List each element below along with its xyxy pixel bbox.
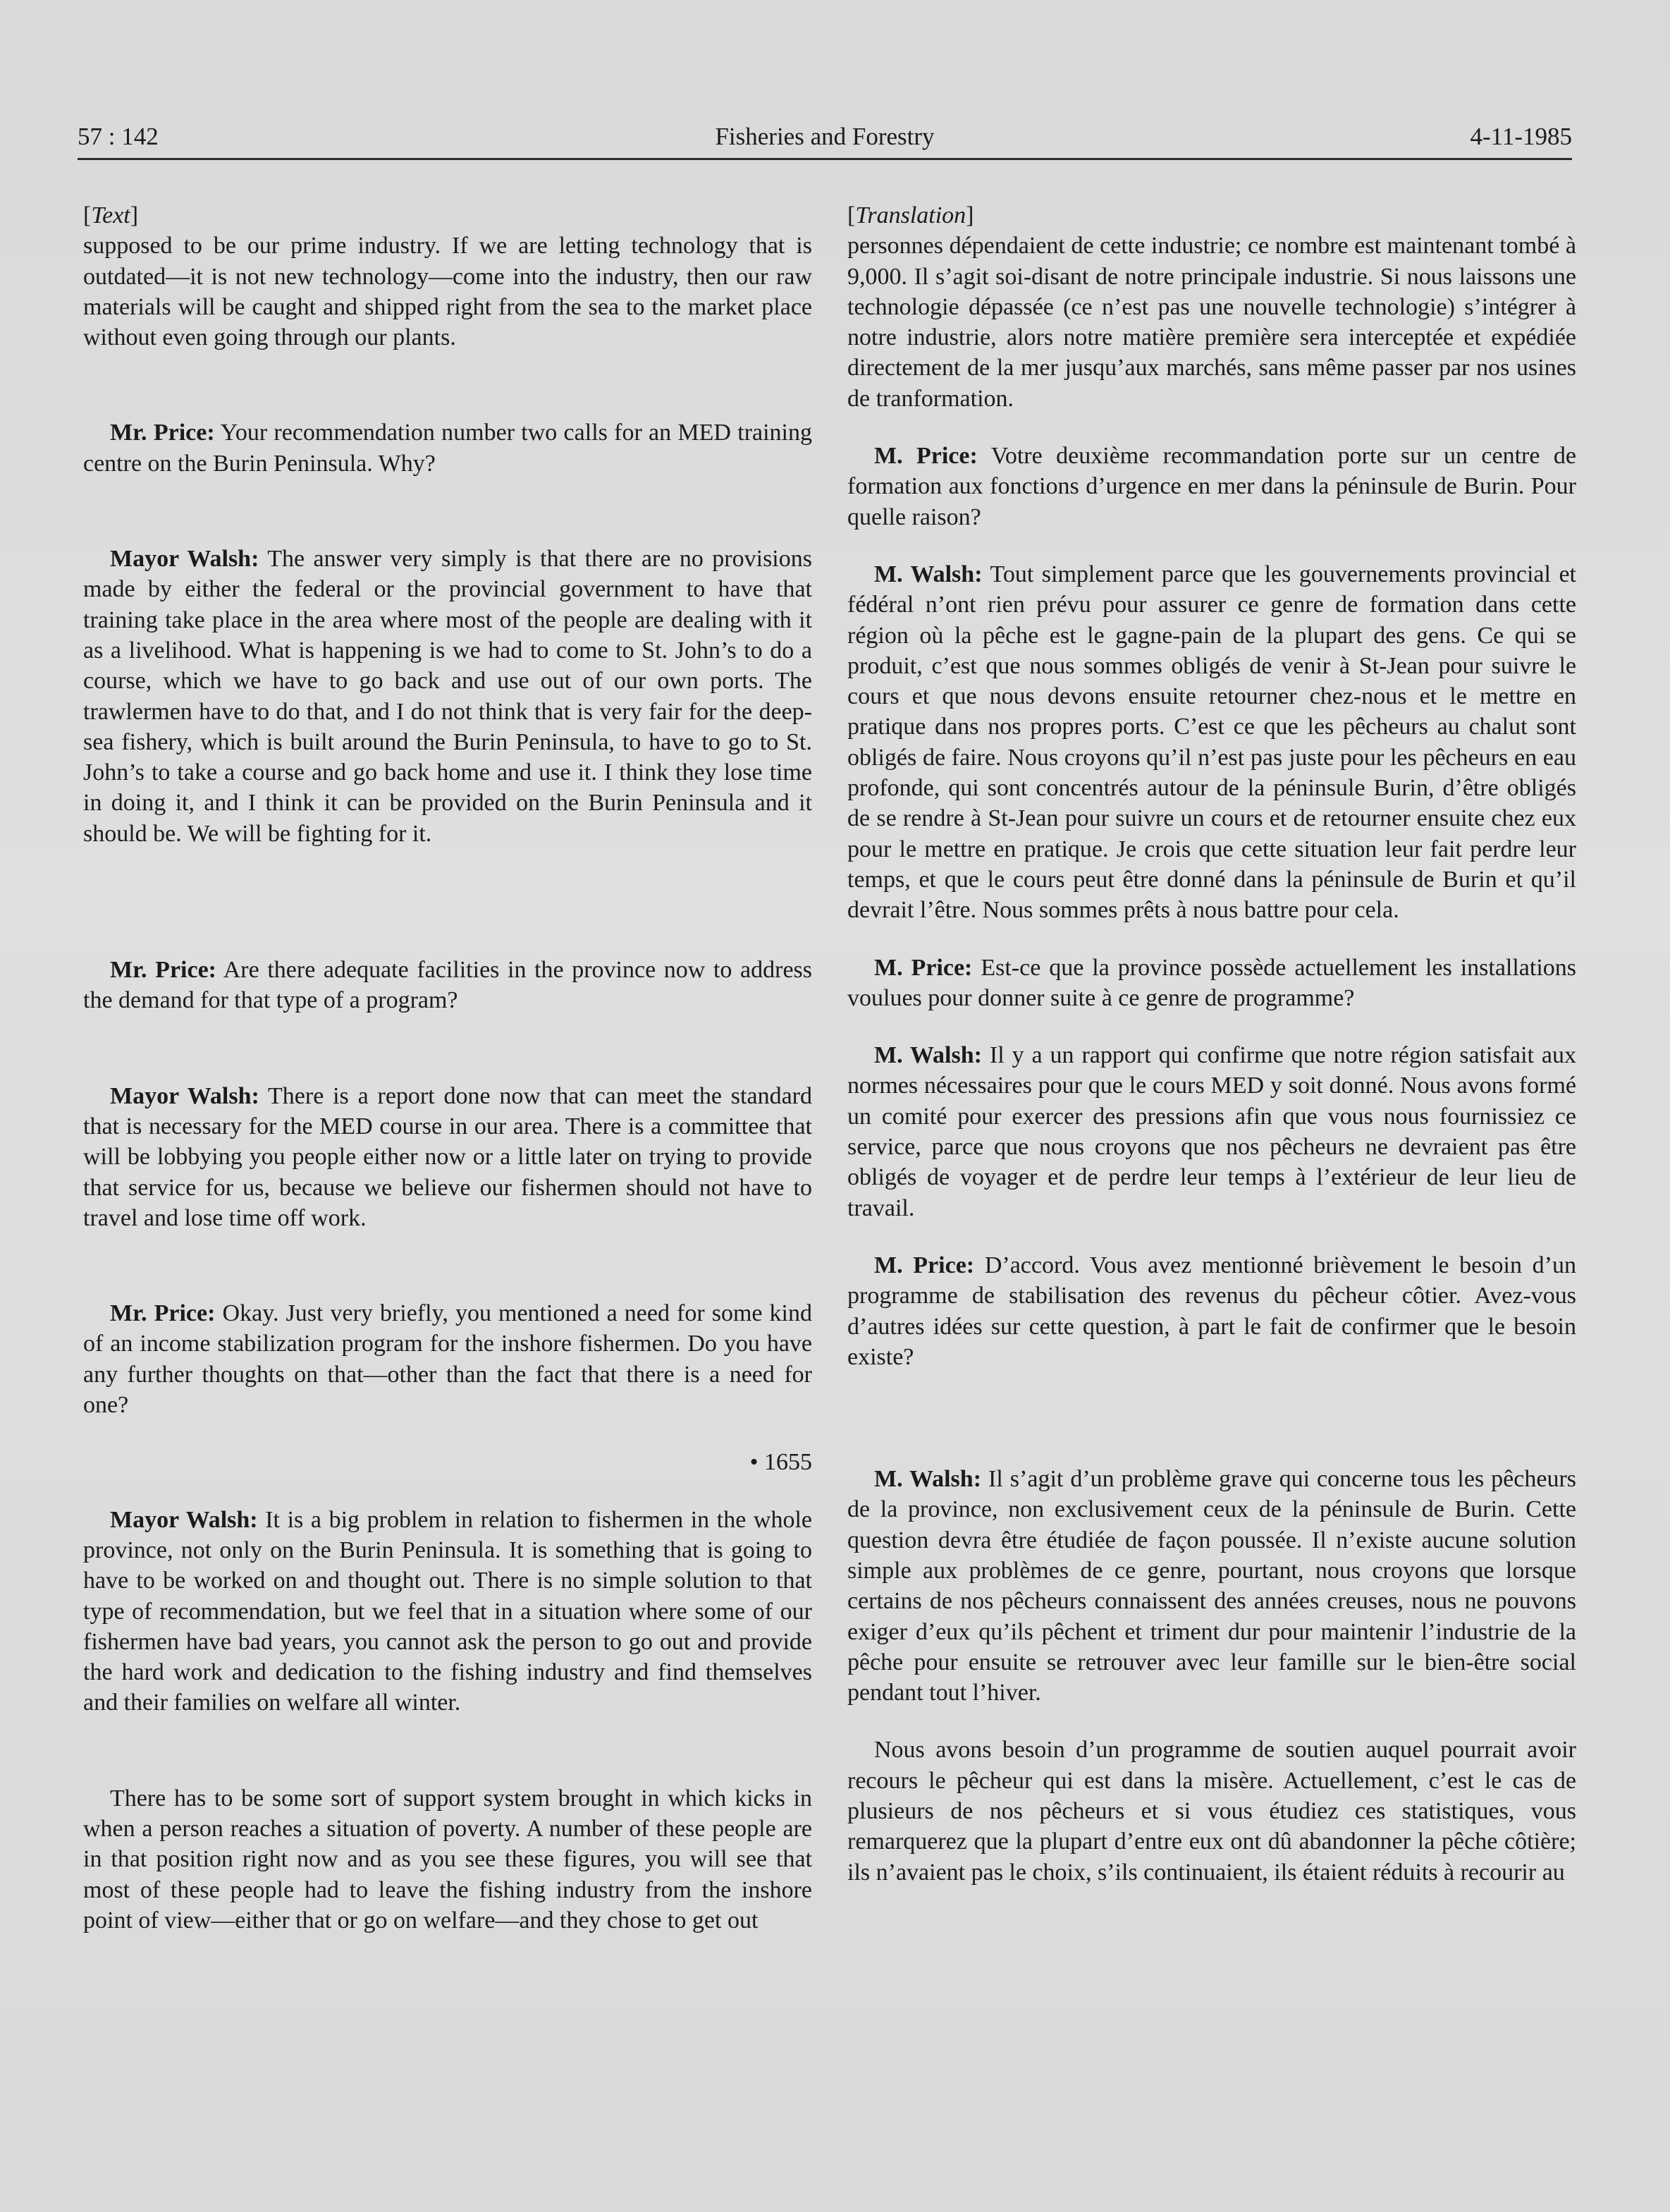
speech-paragraph: [847, 1040, 1576, 1223]
speech-text: Votre deuxième recommandation porte sur un centre de formation aux fonctions d’urgence en mer dans la péninsule de Burin. Pour quelle raison?: [847, 443, 1576, 530]
speech-text: Your recommendation number two calls for an MED training centre on the Burin Peninsula. Why?: [83, 420, 812, 477]
speaker-name: Mayor Walsh:: [110, 1506, 258, 1533]
speaker-name: Mr. Price:: [110, 420, 215, 446]
speech-paragraph: [847, 1250, 1576, 1372]
page-number: 57 : 142: [78, 123, 159, 150]
speech-text: There is a report done now that can meet the standard that is necessary for the MED course in our area. There is a committee that will be lobbying you people either now or a little later on trying to provide that service for us, because we believe our fishermen should not have to travel and lose time off work.: [83, 1082, 812, 1231]
time-stamp: • 1655: [749, 1449, 812, 1476]
speech-paragraph: [83, 417, 812, 479]
speech-text: Okay. Just very briefly, you mentioned a need for some kind of an income stabilization program for the inshore fishermen. Do you have any further thoughts on that—other than the fact that there is a need for one?: [83, 1300, 812, 1419]
speech-paragraph: [847, 441, 1576, 532]
running-header: [78, 120, 1572, 159]
speech-text: It is a big problem in relation to fishermen in the whole province, not only on the Burin Peninsula. It is something that is going to have to be worked on and thought out. There is no simple solution to that type of recommendation, but we feel that in a situation where some of our fishermen have bad years, you cannot ask the person to go out and provide the hard work and dedication to the fishing industry and find themselves and their families on welfare all winter.: [83, 1506, 812, 1716]
column-marker-translation: [Translation]: [847, 202, 974, 228]
speech-text: Tout simplement parce que les gouvernements provincial et fédéral n’ont rien prévu pour assurer ce genre de formation dans cette région où la pêche est le gagne-pain de la plupart des gens. Ce qui se produit, c’est que nous sommes obligés de venir à St-Jean pour suivre le cours et que nous devons ensuite retourner chez-nous et le mettre en pratique dans nos propres ports. C’est ce que les pêcheurs au chalut sont obligés de faire. Nous croyons qu’il n’est pas juste pour les pêcheurs en eau profonde, qui sont concentrés autour de la péninsule Burin, d’être obligés de se rendre à St-Jean pour suivre un cours et de retourner ensuite chez eux pour le mettre en pratique. Je crois que cette situation leur fait perdre leur temps, et que le cours peut être donné dans la péninsule de Burin et qu’il devrait l’être. Nous sommes prêts à nous battre pour cela.: [847, 561, 1576, 924]
speech-paragraph: [847, 1464, 1576, 1708]
speech-paragraph: [83, 544, 812, 849]
speech-text: The answer very simply is that there are no provisions made by either the federal or the provincial government to have that training take place in the area where most of the people are dealing with it as a livelihood. What is happening is we had to come to St. John’s to do a course, which we have to go back and use out of our own ports. The trawlermen have to do that, and I do not think that is very fair for the deep-sea fishery, which is built around the Burin Peninsula, to have to go to St. John’s to take a course and go back home and use it. I think they lose time in doing it, and I think it can be provided on the Burin Peninsula and it should be. We will be fighting for it.: [83, 546, 812, 847]
speaker-name: Mr. Price:: [110, 1300, 216, 1327]
paragraph-continued: supposed to be our prime industry. If we are letting technology that is outdated—it is not new technology—come into the industry, then our raw materials will be caught and shipped right from the sea to the market place without even going through our plants.: [83, 233, 812, 351]
header-rule: [78, 158, 1572, 160]
speech-text: Are there adequate facilities in the province now to address the demand for that type of a program?: [83, 957, 813, 1014]
publication-title: Fisheries and Forestry: [715, 123, 935, 150]
english-column: [83, 200, 812, 1936]
speaker-name: M. Walsh:: [874, 1042, 982, 1069]
speaker-name: Mr. Price:: [110, 957, 216, 984]
french-column: [847, 200, 1576, 1888]
speech-paragraph: [83, 955, 812, 1016]
speech-text: Est-ce que la province possède actuellement les installations voulues pour donner suite à ce genre de programme?: [847, 954, 1577, 1011]
speaker-name: M. Walsh:: [874, 561, 983, 587]
column-marker-text: [Text]: [83, 202, 139, 228]
speaker-name: Mayor Walsh:: [110, 546, 259, 573]
paragraph: Nous avons besoin d’un programme de soutien auquel pourrait avoir recours le pêcheur qui est dans la misère. Actuellement, c’est le cas de plusieurs de nos pêcheurs et si vous étudiez ces statistiques, vous remarquerez que la plupart d’entre eux ont dû abandonner la pêche côtière; ils n’avaient pas le choix, s’ils continuaient, ils étaient réduits à recourir au: [847, 1737, 1576, 1886]
speaker-name: M. Price:: [874, 954, 973, 981]
speaker-name: M. Walsh:: [874, 1466, 982, 1493]
speech-paragraph: [847, 953, 1576, 1014]
sitting-date: 4-11-1985: [1470, 123, 1572, 150]
speaker-name: M. Price:: [874, 1252, 975, 1278]
speaker-name: Mayor Walsh:: [110, 1082, 259, 1109]
speech-text: Il y a un rapport qui confirme que notre région satisfait aux normes nécessaires pour que le cours MED y soit donné. Nous avons formé un comité pour exercer des pressions afin que vous nous fournissiez ce service, parce que nous croyons que nos pêcheurs ne devraient pas être obligés de voyager et de perdre leur temps à l’extérieur de leur lieu de travail.: [847, 1042, 1577, 1221]
speech-paragraph: [83, 1505, 812, 1718]
speaker-name: M. Price:: [874, 443, 978, 470]
paragraph-continued: personnes dépendaient de cette industrie; ce nombre est maintenant tombé à 9,000. Il s’agit soi-disant de notre principale industrie. Si nous laissons une technologie dépassée (ce n’est pas une nouvelle technologie) s’intégrer à notre industrie, alors notre matière première sera interceptée et expédiée directement de la mer jusqu’aux marchés, sans même passer par nos usines de tranformation.: [847, 233, 1576, 412]
speech-paragraph: [847, 559, 1576, 926]
speech-paragraph: [83, 1298, 812, 1420]
speech-text: Il s’agit d’un problème grave qui concerne tous les pêcheurs de la province, non exclusivement ceux de la péninsule de Burin. Cette question devra être étudiée de façon poussée. Il n’existe aucune solution simple aux problèmes de ce genre, pourtant, nous croyons que lorsque certains de nos pêcheurs connaissent des années creuses, nous ne pouvons exiger d’eux qu’ils pêchent et triment dur pour maintenir l’industrie de la pêche pour ensuite se retrouver avec leur famille sur le bien-être social pendant tout l’hiver.: [847, 1466, 1577, 1706]
speech-text: D’accord. Vous avez mentionné brièvement le besoin d’un programme de stabilisation des revenus du pêcheur côtier. Avez-vous d’autres idées sur cette question, à part le fait de confirmer que le besoin existe?: [847, 1252, 1576, 1370]
speech-paragraph: [83, 1081, 812, 1233]
paragraph: There has to be some sort of support system brought in which kicks in when a person reaches a situation of poverty. A number of these people are in that position right now and as you see these figures, you will see that most of these people had to leave the fishing industry from the inshore point of view—either that or go on welfare—and they chose to get out: [83, 1785, 812, 1933]
